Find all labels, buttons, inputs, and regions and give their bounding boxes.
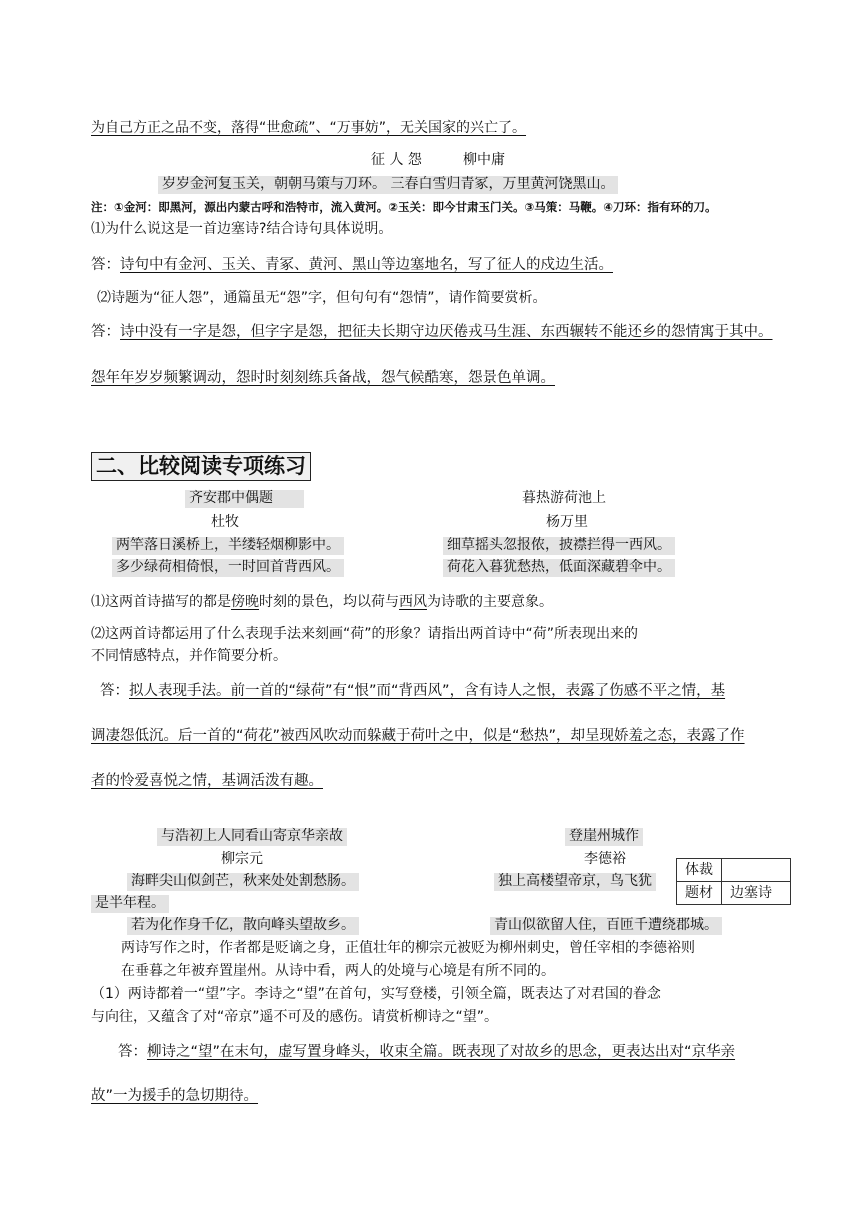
poem1-title: 征 人 怨	[371, 152, 422, 168]
q3-mid: 时刻的景色，均以荷与	[259, 594, 399, 610]
q5-answer-line1	[118, 1043, 735, 1061]
q4-answer-line3: 者的怜爱喜悦之情，基调活泼有趣。	[91, 773, 323, 789]
table-label-genre: 体裁	[677, 859, 722, 882]
q3-blank2: 西风	[399, 594, 427, 610]
q5-answer-line2: 故”一为援手的急切期待。	[91, 1088, 259, 1104]
poemC-title: 与浩初上人同看山寄京华亲故	[157, 828, 347, 846]
q4-question-line2: 不同情感特点，并作简要分析。	[91, 648, 287, 664]
answer-prefix: 答：	[100, 683, 129, 699]
q5-answer-text1: 柳诗之“望”在末句，虚写置身峰头，收束全篇。既表现了对故乡的思念，更表达出对“京华亲	[147, 1044, 736, 1060]
q2-answer-line1	[91, 323, 773, 341]
poemA-line1: 两竿落日溪桥上，半缕轻烟柳影中。	[112, 537, 344, 555]
poemD-title: 登崖州城作	[565, 828, 643, 846]
poemD-author: 李德裕	[584, 851, 626, 867]
q4-question-line1: ⑵这两首诗都运用了什么表现手法来刻画“荷”的形象？请指出两首诗中“荷”所表现出来的	[91, 626, 639, 642]
poem1-author: 柳中庸	[463, 152, 505, 168]
poemC-line1: 海畔尖山似剑芒，秋来处处割愁肠。	[127, 873, 359, 891]
poemB-line1: 细草摇头忽报侬，披襟拦得一西风。	[443, 537, 675, 555]
answer-prefix: 答：	[91, 324, 120, 340]
table-value-subject: 边塞诗	[722, 882, 791, 905]
q1-answer	[91, 256, 613, 274]
q3-blank1: 傍晚	[231, 594, 259, 610]
q4-answer-line1	[100, 682, 725, 700]
q2-question: ⑵诗题为“征人怨”，通篇虽无“怨”字，但句句有“怨情”，请作简要赏析。	[97, 290, 547, 306]
poemD-line1: 独上高楼望帝京，鸟飞犹	[494, 873, 656, 891]
q3-question	[91, 594, 553, 612]
poemA-line2: 多少绿荷相倚恨，一时回首背西风。	[112, 559, 344, 577]
q2-answer-text: 诗中没有一字是怨，但字字是怨，把征夫长期守边厌倦戎马生涯、东西辗转不能还乡的怨情寓于其中。	[120, 324, 773, 340]
section-heading: 二、比较阅读专项练习	[91, 452, 311, 481]
answer-prefix: 答：	[91, 257, 120, 273]
poem1-text: 岁岁金河复玉关，朝朝马策与刀环。 三春白雪归青冢，万里黄河饶黑山。	[158, 176, 618, 194]
q4-answer-line2: 调凄怨低沉。后一首的“荷花”被西风吹动而躲藏于荷叶之中，似是“愁热”，却呈现娇羞之态，表露了作	[91, 728, 745, 744]
q3-post: 为诗歌的主要意象。	[427, 594, 553, 610]
q2-answer-line2: 怨年年岁岁频繁调动，怨时时刻刻练兵备战，怨气候酷寒，怨景色单调。	[91, 370, 555, 386]
table-value-genre	[722, 859, 791, 882]
poemB-author: 杨万里	[546, 514, 588, 530]
poemD-line2: 青山似欲留人住，百匝千遭绕郡城。	[490, 917, 722, 935]
q1-answer-text: 诗句中有金河、玉关、青冢、黄河、黑山等边塞地名，写了征人的戍边生活。	[120, 257, 613, 273]
table-label-subject: 题材	[677, 882, 722, 905]
poem1-note: 注：①金河：即黑河，源出内蒙古呼和浩特市，流入黄河。②玉关：即今甘肃玉门关。③马策：马鞭。④刀环：指有环的刀。	[91, 200, 717, 214]
poemD-line1-cont: 是半年程。	[91, 895, 169, 913]
q5-question-line2: 与向往，又蕴含了对“帝京”遥不可及的感伤。请赏析柳诗之“望”。	[91, 1009, 499, 1025]
poemC-line2: 若为化作身千亿，散向峰头望故乡。	[127, 917, 359, 935]
q1-question: ⑴为什么说这是一首边塞诗?结合诗句具体说明。	[91, 221, 393, 237]
poemA-author: 杜牧	[211, 514, 239, 530]
context-line1: 两诗写作之时，作者都是贬谪之身，正值壮年的柳宗元被贬为柳州刺史，曾任宰相的李德裕则	[121, 940, 695, 956]
answer-prefix: 答：	[118, 1044, 147, 1060]
poemA-title: 齐安郡中偶题	[185, 490, 304, 508]
q5-question-line1: （1）两诗都着一“望”字。李诗之“望”在首句，实写登楼，引领全篇，既表达了对君国的眷念	[91, 986, 661, 1002]
context-line2: 在垂暮之年被弃置崖州。从诗中看，两人的处境与心境是有所不同的。	[121, 963, 555, 979]
intro-line: 为自己方正之品不变，落得“世愈疏”、“万事妨”，无关国家的兴亡了。	[91, 120, 527, 136]
q3-pre: ⑴这两首诗描写的都是	[91, 594, 231, 610]
poemB-title: 暮热游荷池上	[522, 490, 606, 506]
q4-answer-text1: 拟人表现手法。前一首的“绿荷”有“恨”而“背西风”，含有诗人之恨，表露了伤感不平之情，基	[129, 683, 726, 699]
form-table	[676, 858, 791, 905]
poemB-line2: 荷花入暮犹愁热，低面深藏碧伞中。	[443, 559, 675, 577]
poemC-author: 柳宗元	[221, 851, 263, 867]
